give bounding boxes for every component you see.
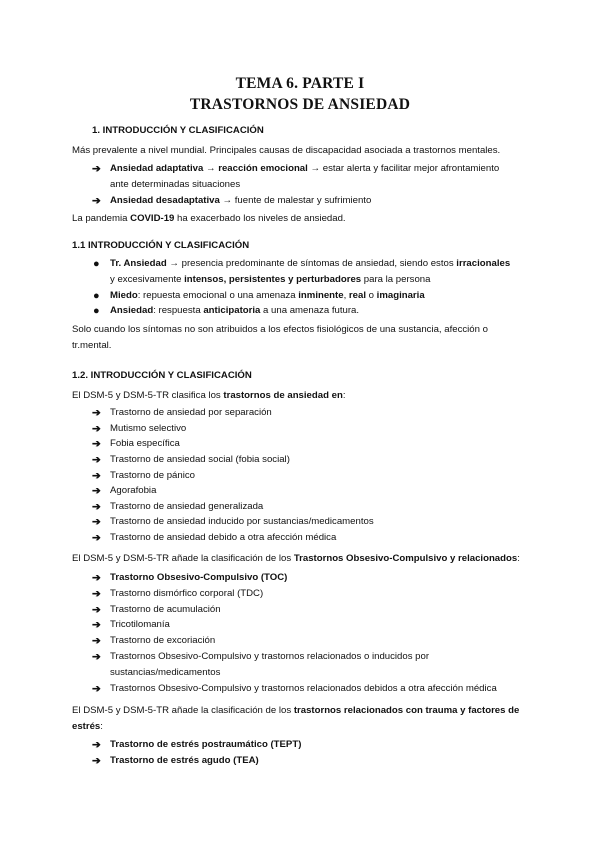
list-item: Ansiedad adaptativa → reacción emocional → estar alerta y facilitar mejor afrontamiento [110, 163, 500, 174]
arrow-icon: ➔ [92, 470, 101, 482]
arrow-icon: ➔ [92, 619, 101, 631]
list-item: Trastorno de ansiedad social (fobia social) [110, 454, 290, 465]
list-item: Ansiedad: respuesta anticipatoria a una amenaza futura. [110, 305, 360, 316]
arrow-icon: ➔ [92, 454, 101, 466]
bullet-icon: ● [93, 258, 100, 270]
list-item: Fobia específica [110, 438, 180, 449]
list-item: Trastorno de excoriación [110, 635, 216, 646]
paragraph-continuation: tr.mental. [72, 340, 112, 351]
paragraph: El DSM-5 y DSM-5-TR añade la clasificación de los trastornos relacionados con trauma y factores de [72, 705, 520, 716]
list-item: Trastorno Obsesivo-Compulsivo (TOC) [110, 572, 288, 583]
arrow-icon: ➔ [92, 604, 101, 616]
paragraph: La pandemia COVID-19 ha exacerbado los niveles de ansiedad. [72, 213, 346, 224]
list-item-continuation: sustancias/medicamentos [110, 667, 221, 678]
list-item: Trastorno de acumulación [110, 604, 221, 615]
arrow-icon: ➔ [92, 651, 101, 663]
arrow-icon: ➔ [92, 739, 101, 751]
page-title: TEMA 6. PARTE I [235, 75, 365, 92]
list-item: Trastorno de ansiedad generalizada [110, 501, 264, 512]
section-1-intro: Más prevalente a nivel mundial. Principales causas de discapacidad asociada a trastornos mentales. [72, 145, 501, 156]
list-item: Miedo: repuesta emocional o una amenaza inminente, real o imaginaria [110, 290, 425, 301]
list-item: Trastorno de estrés agudo (TEA) [110, 755, 259, 766]
arrow-icon: ➔ [92, 407, 101, 419]
section-1-1-heading: 1.1 INTRODUCCIÓN Y CLASIFICACIÓN [72, 240, 250, 251]
arrow-icon: ➔ [92, 588, 101, 600]
paragraph: Solo cuando los síntomas no son atribuidos a los efectos fisiológicos de una sustancia, afección o [72, 324, 488, 335]
page-subtitle: TRASTORNOS DE ANSIEDAD [189, 96, 411, 113]
list-item: Trastorno dismórfico corporal (TDC) [110, 588, 264, 599]
arrow-icon: ➔ [92, 572, 101, 584]
section-1-heading: 1. INTRODUCCIÓN Y CLASIFICACIÓN [92, 125, 264, 136]
list-item: Trastorno de estrés postraumático (TEPT) [110, 739, 302, 750]
arrow-icon: ➔ [92, 755, 101, 767]
list-item: Trastorno de ansiedad por separación [110, 407, 272, 418]
list-item: Ansiedad desadaptativa → fuente de malestar y sufrimiento [110, 195, 372, 206]
list-item: Agorafobia [110, 485, 157, 496]
arrow-icon: ➔ [92, 438, 101, 450]
arrow-icon: ➔ [92, 195, 101, 207]
list-item: Trastorno de ansiedad inducido por sustancias/medicamentos [110, 516, 374, 527]
arrow-icon: ➔ [92, 635, 101, 647]
arrow-icon: ➔ [92, 423, 101, 435]
list-item: Trastornos Obsesivo-Compulsivo y trastornos relacionados debidos a otra afección médica [110, 683, 497, 694]
bullet-icon: ● [93, 305, 100, 317]
paragraph: El DSM-5 y DSM-5-TR añade la clasificación de los Trastornos Obsesivo-Compulsivo y relacionados: [72, 553, 520, 564]
section-1-2-heading: 1.2. INTRODUCCIÓN Y CLASIFICACIÓN [72, 370, 252, 381]
arrow-icon: ➔ [92, 485, 101, 497]
paragraph: El DSM-5 y DSM-5-TR clasifica los trastornos de ansiedad en: [72, 390, 346, 401]
arrow-icon: ➔ [92, 516, 101, 528]
list-item: Trastorno de pánico [110, 470, 195, 481]
paragraph-continuation: estrés: [72, 721, 103, 732]
arrow-icon: ➔ [92, 163, 101, 175]
list-item: Trastorno de ansiedad debido a otra afección médica [110, 532, 337, 543]
arrow-icon: ➔ [92, 532, 101, 544]
list-item: Mutismo selectivo [110, 423, 187, 434]
arrow-icon: ➔ [92, 501, 101, 513]
bullet-icon: ● [93, 290, 100, 302]
list-item: Tricotilomanía [110, 619, 170, 630]
list-item: Tr. Ansiedad → presencia predominante de síntomas de ansiedad, siendo estos irracionales [110, 258, 511, 269]
list-item-continuation: ante determinadas situaciones [110, 179, 241, 190]
arrow-icon: ➔ [92, 683, 101, 695]
list-item-continuation: y excesivamente intensos, persistentes y perturbadores para la persona [110, 274, 431, 285]
list-item: Trastornos Obsesivo-Compulsivo y trastornos relacionados o inducidos por [110, 651, 430, 662]
